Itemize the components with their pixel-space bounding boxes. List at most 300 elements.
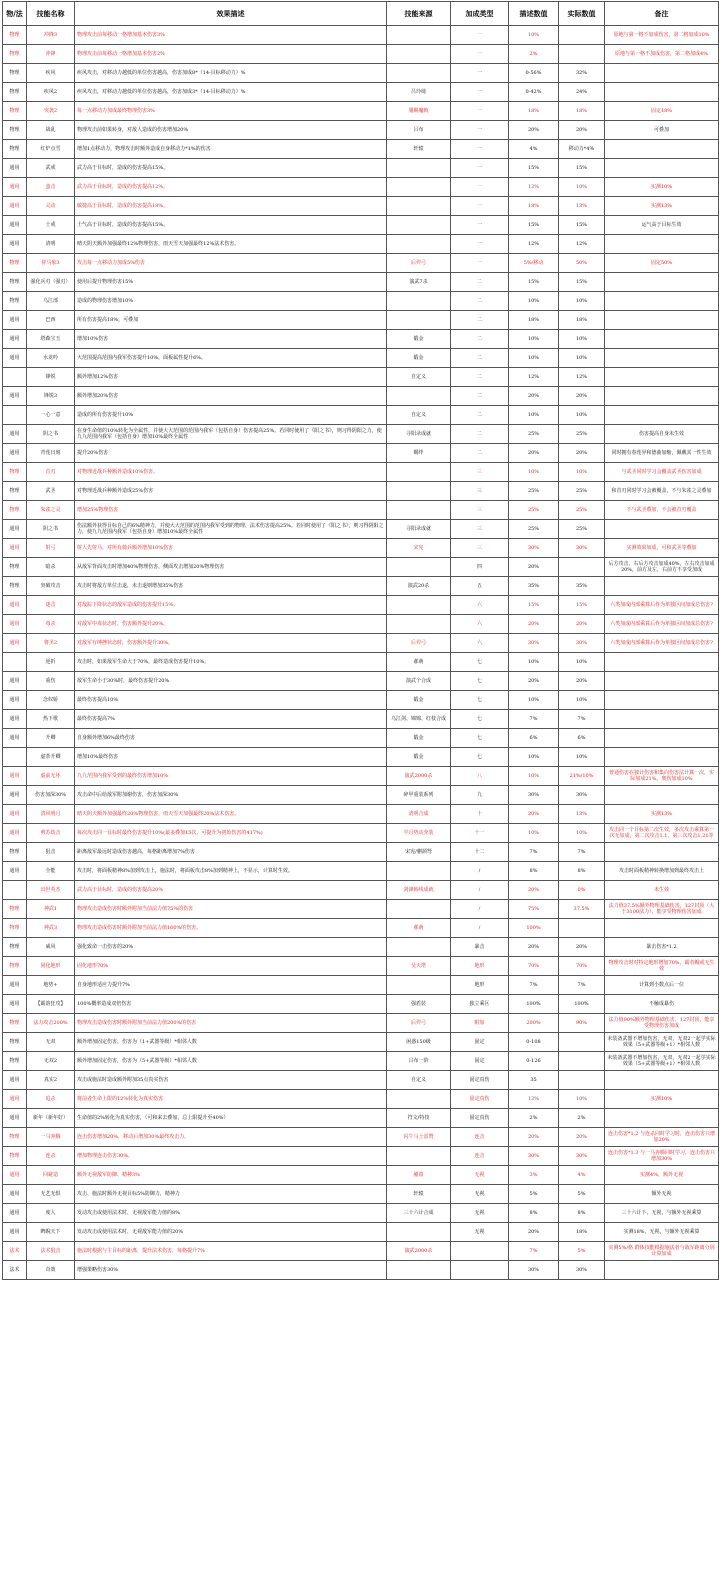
header-type: 物/法 — [3, 2, 27, 26]
table-row — [3, 121, 719, 140]
bonus-type-cell: 三 — [451, 463, 509, 482]
bonus-type-cell: / — [451, 862, 509, 881]
source-cell: 闪午马士雷赞 — [387, 1128, 451, 1147]
actual-value-cell: 15% — [559, 596, 605, 615]
notes-cell — [605, 159, 719, 178]
skill-name-cell: 真实2 — [27, 1071, 75, 1090]
actual-value-cell: 15% — [559, 273, 605, 292]
actual-value-cell: 20% — [559, 1128, 605, 1147]
actual-value-cell: 32% — [559, 64, 605, 83]
bonus-type-cell: 四 — [451, 558, 509, 577]
notes-cell — [605, 273, 719, 292]
notes-cell: 攻击时面板精神转换增加到最终攻击上 — [605, 862, 719, 881]
bonus-type-cell: / — [451, 900, 509, 919]
notes-cell — [605, 786, 719, 805]
type-cell: 物理 — [3, 121, 27, 140]
table-row — [3, 330, 719, 349]
source-cell: 符文/特技 — [387, 1109, 451, 1128]
bonus-type-cell: 七 — [451, 748, 509, 767]
skill-name-cell: 武圣 — [27, 482, 75, 501]
notes-cell: 未装备武器不增加伤害，无双，无双2一起学实际效果（5+武器等级+1）*相邻人数 — [605, 1033, 719, 1052]
type-cell — [3, 406, 27, 425]
actual-value-cell: 8% — [559, 862, 605, 881]
effect-cell: 士气高于目标时，造成的伤害提高15%。 — [75, 216, 387, 235]
actual-value-cell: 24% — [559, 83, 605, 102]
effect-cell: 攻击时，如果敌军生命大于70%，最终造成伤害提升10%。 — [75, 653, 387, 672]
type-cell — [3, 653, 27, 672]
effect-cell: 敏捷高于目标时，造成的伤害提高18%。 — [75, 197, 387, 216]
source-cell: 轩辕 — [387, 140, 451, 159]
type-cell: 通用 — [3, 786, 27, 805]
effect-cell: 疾风攻击，对移动力越低的单位伤害越高，伤害加成3*（14-目标移动力）% — [75, 83, 387, 102]
table-row — [3, 387, 719, 406]
effect-cell: 额外无视敌军防御、精神3% — [75, 1166, 387, 1185]
actual-value-cell: 10% — [559, 406, 605, 425]
bonus-type-cell: 七 — [451, 729, 509, 748]
source-cell: 锻金 — [387, 729, 451, 748]
effect-cell: 自身额外增加6%最终伤害 — [75, 729, 387, 748]
skill-name-cell: 锋锐3 — [27, 387, 75, 406]
table-row — [3, 1033, 719, 1052]
described-value-cell: 25% — [509, 482, 559, 501]
bonus-type-cell: 固定真伤 — [451, 1071, 509, 1090]
source-cell — [387, 900, 451, 919]
skill-name-cell: 出世英杰 — [27, 881, 75, 900]
type-cell: 物理 — [3, 102, 27, 121]
type-cell: 通用 — [3, 1166, 27, 1185]
skill-name-cell: 虚前无坏 — [27, 767, 75, 786]
actual-value-cell: 7% — [559, 976, 605, 995]
notes-cell: 与武圣同时学习会覆盖武圣伤害加成 — [605, 463, 719, 482]
skill-name-cell: 回避造 — [27, 1166, 75, 1185]
source-cell — [387, 615, 451, 634]
source-cell — [387, 1261, 451, 1280]
bonus-type-cell: 暴击 — [451, 938, 509, 957]
bonus-type-cell: 无视 — [451, 1166, 509, 1185]
skill-name-cell: 毒杀 — [27, 615, 75, 634]
type-cell: 通用 — [3, 1185, 27, 1204]
skill-damage-table — [2, 1, 719, 1280]
source-cell: 宋宪/蒯颉弩 — [387, 843, 451, 862]
type-cell: 物理 — [3, 482, 27, 501]
bonus-type-cell: 六 — [451, 615, 509, 634]
effect-cell: 所有伤害提高18%，可叠加 — [75, 311, 387, 330]
skill-name-cell: 威风 — [27, 938, 75, 957]
type-cell: 物理 — [3, 254, 27, 273]
described-value-cell: 30% — [509, 786, 559, 805]
table-row — [3, 1223, 719, 1242]
described-value-cell: 30% — [509, 539, 559, 558]
source-cell — [387, 976, 451, 995]
effect-cell: 最终伤害提高10% — [75, 691, 387, 710]
type-cell — [3, 881, 27, 900]
described-value-cell: 10% — [509, 748, 559, 767]
bonus-type-cell: 二 — [451, 311, 509, 330]
described-value-cell: 0-42% — [509, 83, 559, 102]
header-effect: 效果描述 — [75, 2, 387, 26]
bonus-type-cell: 二 — [451, 444, 509, 463]
bonus-type-cell: 二 — [451, 387, 509, 406]
type-cell: 法术 — [3, 1261, 27, 1280]
skill-name-cell: 念奴娇 — [27, 691, 75, 710]
table-row — [3, 26, 719, 45]
notes-cell — [605, 919, 719, 938]
bonus-type-cell: 二 — [451, 330, 509, 349]
type-cell: 物理 — [3, 919, 27, 938]
header-actual-value: 实际数值 — [559, 2, 605, 26]
type-cell: 物理 — [3, 140, 27, 159]
source-cell: 郝萌 — [387, 653, 451, 672]
table-row — [3, 995, 719, 1014]
effect-cell: 攻击命中后给敌军附加谢伤害，伤害加深30% — [75, 786, 387, 805]
table-row — [3, 615, 719, 634]
described-value-cell: 100% — [509, 995, 559, 1014]
bonus-type-cell: 一 — [451, 197, 509, 216]
effect-cell: 射人先射马，对所有骑兵额外增加10%伤害 — [75, 539, 387, 558]
header-row — [3, 2, 719, 26]
actual-value-cell: 15% — [559, 216, 605, 235]
type-cell: 通用 — [3, 330, 27, 349]
skill-name-cell: 突袭2 — [27, 102, 75, 121]
skill-name-cell: 强化兵刃（强刃） — [27, 273, 75, 292]
actual-value-cell: 30% — [559, 539, 605, 558]
source-cell: 剑锋韩线成就 — [387, 881, 451, 900]
notes-cell — [605, 311, 719, 330]
skill-name-cell: 阴之书 — [27, 520, 75, 539]
source-cell: 赭盈 — [387, 1166, 451, 1185]
source-cell: 宋宪 — [387, 539, 451, 558]
actual-value-cell: 7% — [559, 843, 605, 862]
effect-cell: 额外增加固定伤害，伤害为（5+武器等级）*相邻人数 — [75, 1052, 387, 1071]
bonus-type-cell: 无视 — [451, 1223, 509, 1242]
source-cell: 锻金 — [387, 330, 451, 349]
skill-name-cell: 逐击 — [27, 596, 75, 615]
notes-cell: 实测效果加成，可和武圣等叠加 — [605, 539, 719, 558]
described-value-cell: 35% — [509, 577, 559, 596]
actual-value-cell: 30% — [559, 1261, 605, 1280]
bonus-type-cell: 连击 — [451, 1147, 509, 1166]
notes-cell: 原地与第一格不加成伤害，第二格加成10% — [605, 26, 719, 45]
type-cell: 通用 — [3, 976, 27, 995]
notes-cell: 实测18%，无视，与额外无视乘算 — [605, 1223, 719, 1242]
effect-cell: 距离敌军最远时造成伤害越高，每格距离增加7%伤害 — [75, 843, 387, 862]
actual-value-cell: 25% — [559, 520, 605, 539]
skill-name-cell: 狙击 — [27, 843, 75, 862]
actual-value-cell: 70% — [559, 957, 605, 976]
effect-cell: 伤法额外获得目标自己的6%精神力，并使大大范围的范围内我军受到的物理、法术伤害提高25%。若同时使用了《阳之书》，则习得阴阳之力，使九九范围内我军（包括自身）增加10%最终全属性 — [75, 520, 387, 539]
notes-cell — [605, 349, 719, 368]
type-cell: 物理 — [3, 558, 27, 577]
source-cell: 锻金 — [387, 691, 451, 710]
type-cell: 通用 — [3, 520, 27, 539]
table-row — [3, 786, 719, 805]
described-value-cell: 8% — [509, 862, 559, 881]
table-row — [3, 197, 719, 216]
source-cell — [387, 235, 451, 254]
table-row — [3, 444, 719, 463]
source-cell: 后羿弓 — [387, 254, 451, 273]
effect-cell: 物理攻击前如果转身，对敌人造成的伤害增加20% — [75, 121, 387, 140]
bonus-type-cell: 八 — [451, 767, 509, 786]
source-cell: 演武个合成 — [387, 672, 451, 691]
source-cell: 乌江剑、锦锦、红枝合成 — [387, 710, 451, 729]
effect-cell: 对物理近战兵种额外造成25%伤害 — [75, 482, 387, 501]
source-cell — [387, 45, 451, 64]
described-value-cell: 12% — [509, 368, 559, 387]
effect-cell: 100%概率造成双倍伤害 — [75, 995, 387, 1014]
described-value-cell: 70% — [509, 957, 559, 976]
described-value-cell: 0-126 — [509, 1052, 559, 1071]
described-value-cell: 100% — [509, 919, 559, 938]
actual-value-cell: 10% — [559, 653, 605, 672]
effect-cell: 发动攻击或使用法术时，无视敌军能力值的8% — [75, 1204, 387, 1223]
table-row — [3, 406, 719, 425]
bonus-type-cell: 二 — [451, 368, 509, 387]
source-cell: 演武2000杀 — [387, 1242, 451, 1261]
type-cell: 物理 — [3, 1147, 27, 1166]
skill-name-cell: 地势+ — [27, 976, 75, 995]
skill-name-cell: 将圣2 — [27, 634, 75, 653]
bonus-type-cell: 三 — [451, 520, 509, 539]
actual-value-cell: 10% — [559, 1090, 605, 1109]
actual-value-cell — [559, 919, 605, 938]
actual-value-cell: 20% — [559, 615, 605, 634]
bonus-type-cell: / — [451, 881, 509, 900]
skill-name-cell: 追杀 — [27, 1090, 75, 1109]
type-cell: 物理 — [3, 1128, 27, 1147]
actual-value-cell: 5% — [559, 1242, 605, 1261]
skill-name-cell: 冲锋 — [27, 45, 75, 64]
notes-cell — [605, 1071, 719, 1090]
source-cell — [387, 463, 451, 482]
described-value-cell: 10% — [509, 691, 559, 710]
skill-name-cell: 伤害加深30% — [27, 786, 75, 805]
bonus-type-cell: 九 — [451, 786, 509, 805]
type-cell: 通用 — [3, 1071, 27, 1090]
type-cell: 物理 — [3, 938, 27, 957]
source-cell: 寻阳录成就 — [387, 425, 451, 444]
source-cell — [387, 178, 451, 197]
described-value-cell: 10% — [509, 824, 559, 843]
skill-name-cell: 无双 — [27, 1033, 75, 1052]
type-cell: 物理 — [3, 900, 27, 919]
table-row — [3, 520, 719, 539]
table-row — [3, 729, 719, 748]
type-cell: 通用 — [3, 235, 27, 254]
notes-cell: 六类加成内部乘算后作为单独区间加成总伤害? — [605, 596, 719, 615]
table-row — [3, 254, 719, 273]
table-row — [3, 919, 719, 938]
effect-cell: 从敌军背面攻击时增加40%物理伤害，侧面攻击增加20%物理伤害 — [75, 558, 387, 577]
described-value-cell: 2% — [509, 1109, 559, 1128]
described-value-cell: 0-56% — [509, 64, 559, 83]
table-row — [3, 311, 719, 330]
table-row — [3, 691, 719, 710]
notes-cell: 实测10% — [605, 178, 719, 197]
table-row — [3, 1204, 719, 1223]
described-value-cell: 20% — [509, 938, 559, 957]
described-value-cell: 7% — [509, 976, 559, 995]
notes-cell — [605, 292, 719, 311]
bonus-type-cell: 固定真伤 — [451, 1090, 509, 1109]
notes-cell: 实测5%/格 群体技能根据施法者与敌军距离分别计算加成 — [605, 1242, 719, 1261]
described-value-cell: 30% — [509, 634, 559, 653]
actual-value-cell: 35% — [559, 577, 605, 596]
bonus-type-cell: 一 — [451, 235, 509, 254]
source-cell — [387, 64, 451, 83]
skill-name-cell: 士戒 — [27, 216, 75, 235]
type-cell: 物理 — [3, 463, 27, 482]
skill-name-cell: 战乱 — [27, 121, 75, 140]
table-row — [3, 45, 719, 64]
type-cell: 通用 — [3, 710, 27, 729]
skill-name-cell: 武戒 — [27, 159, 75, 178]
actual-value-cell — [559, 26, 605, 45]
table-row — [3, 1014, 719, 1033]
described-value-cell: 25% — [509, 501, 559, 520]
table-row — [3, 824, 719, 843]
source-cell: 自定义 — [387, 406, 451, 425]
type-cell: 通用 — [3, 596, 27, 615]
notes-cell: 计算到小数点后一位 — [605, 976, 719, 995]
skill-name-cell: 一心一意 — [27, 406, 75, 425]
skill-name-cell: 蛮击 — [27, 178, 75, 197]
bonus-type-cell: 独立乘区 — [451, 995, 509, 1014]
bonus-type-cell: / — [451, 919, 509, 938]
skill-name-cell: 清风明月 — [27, 805, 75, 824]
skill-name-cell: 虚荼升卿 — [27, 748, 75, 767]
described-value-cell: 18% — [509, 102, 559, 121]
effect-cell: 增加10%最终伤害 — [75, 748, 387, 767]
type-cell: 物理 — [3, 1014, 27, 1033]
described-value-cell: 20% — [509, 1223, 559, 1242]
source-cell — [387, 596, 451, 615]
actual-value-cell: 5% — [559, 1185, 605, 1204]
effect-cell: 额外增加20%伤害 — [75, 387, 387, 406]
bonus-type-cell: 三 — [451, 501, 509, 520]
effect-cell: 疾风攻击，对移动力越低的单位伤害越高，伤害加成8*（14-目标移动力）% — [75, 64, 387, 83]
type-cell: 通用 — [3, 729, 27, 748]
table-row — [3, 596, 719, 615]
described-value-cell: 2% — [509, 45, 559, 64]
table-row — [3, 900, 719, 919]
actual-value-cell: 20% — [559, 672, 605, 691]
bonus-type-cell: 一 — [451, 216, 509, 235]
described-value-cell: 20% — [509, 881, 559, 900]
effect-cell: 攻击时将敌方单位击退，未击退则增加35%伤害 — [75, 577, 387, 596]
type-cell: 通用 — [3, 1109, 27, 1128]
notes-cell: 未装备武器不增加伤害，无双，无双2一起学实际效果（5+武器等级+1）*相邻人数 — [605, 1052, 719, 1071]
source-cell — [387, 387, 451, 406]
source-cell: 吕布一阶 — [387, 1052, 451, 1071]
notes-cell — [605, 235, 719, 254]
effect-cell: 攻击每一点移动力加成5%伤害 — [75, 254, 387, 273]
actual-value-cell: 20% — [559, 938, 605, 957]
skill-name-cell: 祥马象3 — [27, 254, 75, 273]
notes-cell: 六类加成内部乘算后作为单独区间加成总伤害? — [605, 634, 719, 653]
effect-cell: 强化致命一击伤害的20% — [75, 938, 387, 957]
notes-cell: 暴击伤害*1.2 — [605, 938, 719, 957]
notes-cell: 连击伤害*1.3 与一马奔腾同时学习，连击伤害只增加30% — [605, 1147, 719, 1166]
notes-cell — [605, 140, 719, 159]
type-cell: 物理 — [3, 501, 27, 520]
skill-name-cell: 疾风2 — [27, 83, 75, 102]
skill-name-cell: 首刃 — [27, 463, 75, 482]
type-cell: 通用 — [3, 216, 27, 235]
notes-cell — [605, 1261, 719, 1280]
type-cell: 物理 — [3, 292, 27, 311]
source-cell: 演武7杀 — [387, 273, 451, 292]
actual-value-cell: 100% — [559, 995, 605, 1014]
skill-name-cell: 新年（新年好） — [27, 1109, 75, 1128]
bonus-type-cell: 一 — [451, 254, 509, 273]
effect-cell: 对敌军中毒状态时，伤害额外提升20%。 — [75, 615, 387, 634]
type-cell — [3, 748, 27, 767]
skill-name-cell: 冲锋3 — [27, 26, 75, 45]
table-row — [3, 1147, 719, 1166]
bonus-type-cell: 七 — [451, 691, 509, 710]
type-cell: 物理 — [3, 45, 27, 64]
bonus-type-cell: 二 — [451, 406, 509, 425]
source-cell — [387, 862, 451, 881]
notes-cell: 连击伤害*1.2 与连杀同时学习时，连击伤害只增加20% — [605, 1128, 719, 1147]
effect-cell: 晴天阴天额外加强最终20%物理伤害，雨天雪天加强最终20%法术伤害。 — [75, 805, 387, 824]
skill-name-cell: 全能 — [27, 862, 75, 881]
described-value-cell: 10% — [509, 653, 559, 672]
skill-name-cell: 热下歌 — [27, 710, 75, 729]
actual-value-cell: 20% — [559, 121, 605, 140]
type-cell: 通用 — [3, 311, 27, 330]
effect-cell: 攻击、施法时额外无视目标5%防御力，精神力 — [75, 1185, 387, 1204]
table-row — [3, 368, 719, 387]
actual-value-cell: 30% — [559, 1147, 605, 1166]
notes-cell: 不触成暴伤 — [605, 995, 719, 1014]
table-row — [3, 178, 719, 197]
skill-name-cell: 重伤 — [27, 672, 75, 691]
effect-cell: 武力高于目标时，造成的伤害提高20% — [75, 881, 387, 900]
described-value-cell: 20% — [509, 387, 559, 406]
bonus-type-cell: 一 — [451, 45, 509, 64]
skill-name-cell: 暗杀 — [27, 558, 75, 577]
type-cell: 通用 — [3, 1204, 27, 1223]
notes-cell: 法力值90%额外物理基础伤害，127封顶，能享受物理伤害加成 — [605, 1014, 719, 1033]
notes-cell: 实测13% — [605, 805, 719, 824]
table-row — [3, 273, 719, 292]
bonus-type-cell: 二 — [451, 273, 509, 292]
effect-cell: 增加10%伤害 — [75, 330, 387, 349]
bonus-type-cell: 一 — [451, 83, 509, 102]
actual-value-cell: 4% — [559, 1166, 605, 1185]
skill-name-cell: 阴之书 — [27, 425, 75, 444]
actual-value-cell: 移动力*4% — [559, 140, 605, 159]
described-value-cell: 8% — [509, 1204, 559, 1223]
table-row — [3, 767, 719, 786]
header-skill-name: 技能名称 — [27, 2, 75, 26]
actual-value-cell — [559, 45, 605, 64]
skill-name-cell: 连杀 — [27, 1147, 75, 1166]
skill-name-cell: 无艺无惧 — [27, 1185, 75, 1204]
described-value-cell: 25% — [509, 425, 559, 444]
skill-name-cell: 睥睨天下 — [27, 1223, 75, 1242]
source-cell: 强盾装 — [387, 995, 451, 1014]
notes-cell — [605, 1109, 719, 1128]
described-value-cell: 0-108 — [509, 1033, 559, 1052]
skill-name-cell: 清明 — [27, 235, 75, 254]
source-cell: 赐绊 — [387, 444, 451, 463]
skill-name-cell: 神武1 — [27, 900, 75, 919]
notes-cell: 原地与第一格不加成伤害，第二格加成4% — [605, 45, 719, 64]
notes-cell: 同时拥有春莲异和德曲加缩，佩戴其一性生效 — [605, 444, 719, 463]
